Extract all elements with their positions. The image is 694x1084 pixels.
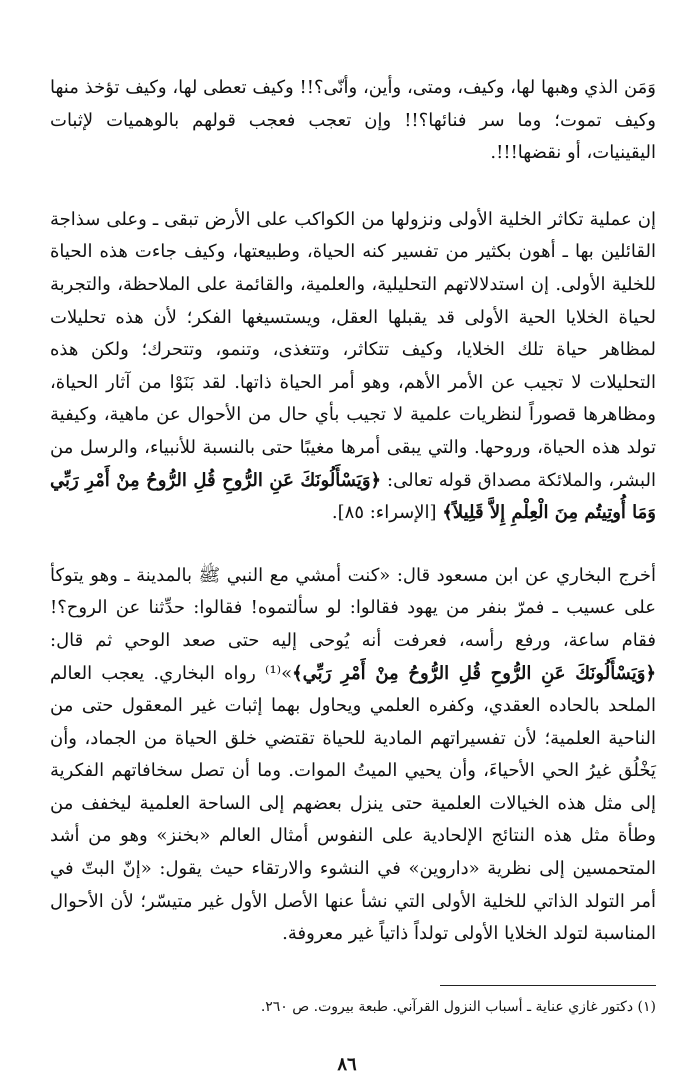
paragraph-1: وَمَن الذي وهبها لها، وكيف، ومتى، وأين، وأنّى؟!! وكيف تعطى لها، وكيف تؤخذ منها وكيف تموت؛ وما سر فنائها؟!! وإن تعجب فعجب قولهم بالوهميات لإثبات اليقينيات، أو نقضها!!!. (50, 77, 656, 164)
page-number: ٨٦ (337, 1054, 357, 1075)
paragraph-2-text: إن عملية تكاثر الخلية الأولى ونزولها من الكواكب على الأرض تبقى ـ وعلى سذاجة القائلين بها ـ أهون بكثير من تفسير كنه الحياة، وطبيعتها، وكيف جاءت هذه الحياة للخلية الأولى. إن استدلالاتهم التحليلية، والعلمية، والقائمة على الملاحظة، والتجربة لحياة الخلايا الحية الأولى قد يقبلها العقل، ويستسيغها الفكر؛ لأن هذه تحليلات لمظاهر حياة تلك الخلايا، وكيف تتكاثر، وتتغذى، وتنمو، وتتحرك؛ ولكن هذه التحليلات لا تجيب عن الأمر الأهم، وهو أمر الحياة ذاتها. لقد بَنَوْا من آثار الحياة، ومظاهرها قصوراً لنظريات علمية لا تجيب بأي حال من الأحوال عن ماهية، وكيفية تولد هذه الحياة، وروحها. والتي يبقى أمرها مغيبًا حتى بالنسبة للأنبياء، والرسل من البشر، والملائكة مصداق قوله تعالى: (50, 208, 656, 491)
quran-verse-2: ﴿وَيَسْأَلُونَكَ عَنِ الرُّوحِ قُلِ الرُّوحُ مِنْ أَمْرِ رَبِّي﴾ (292, 662, 656, 684)
paragraph-3-rest: »⁽¹⁾ رواه البخاري. يعجب العالم الملحد بالحاده العقدي، وكفره العلمي ويحاول بهما إثبات غير المعقول حتى من الناحية العلمية؛ لأن تفسيراتهم المادية للحياة تقتضي خلق الحياة من الجماد، وأن يَخْلُق غيرُ الحي الأحياءَ، وأن يحيي الميتُ الموات. وما أن تصل سخافاتهم الفكرية إلى مثل هذه الخيالات العلمية حتى ينزل بعضهم إلى الساحة العلمية ليخفف من وطأة مثل هذه النتائج الإلحادية على النفوس أمثال العالم «بخنز» وهو من أشد المتحمسين إلى نظرية «داروين» في النشوء والارتقاء حيث يقول: «إنّ البتّ في أمر التولد الذاتي للخلية الأولى التي نشأ عنها الأصل الأول غير متيسّر؛ لأن الأحوال المناسبة لتولد الخلايا الأولى تولداً ذاتياً غير معروفة. (50, 662, 656, 945)
quran-verse-1: ﴿وَيَسْأَلُونَكَ عَنِ الرُّوحِ قُلِ الرُّوحُ مِنْ أَمْرِ رَبِّي وَمَا أُوتِيتُم مِنَ الْعِلْمِ إِلاَّ قَلِيلاً﴾ (50, 469, 656, 524)
main-text (50, 72, 656, 951)
footnote: (١) دكتور غازي عناية ـ أسباب النزول القرآني. طبعة بيروت. ص ٢٦٠. (260, 999, 656, 1015)
verse-reference: [الإسراء: ٨٥]. (331, 502, 437, 524)
paragraph-3 (50, 560, 656, 951)
footnote-divider (440, 985, 656, 986)
paragraph-3-intro: أخرج البخاري عن ابن مسعود قال: «كنت أمشي مع النبي ﷺ بالمدينة ـ وهو يتوكأ على عسيب ـ فمرّ بنفر من يهود فقالوا: لو سألتموه! فقالوا: حدِّثنا عن الروح؟! فقام ساعة، ورفع رأسه، فعرفت أنه يُوحى إليه حتى صعد الوحي ثم قال: (50, 564, 656, 651)
paragraph-2 (50, 204, 656, 530)
